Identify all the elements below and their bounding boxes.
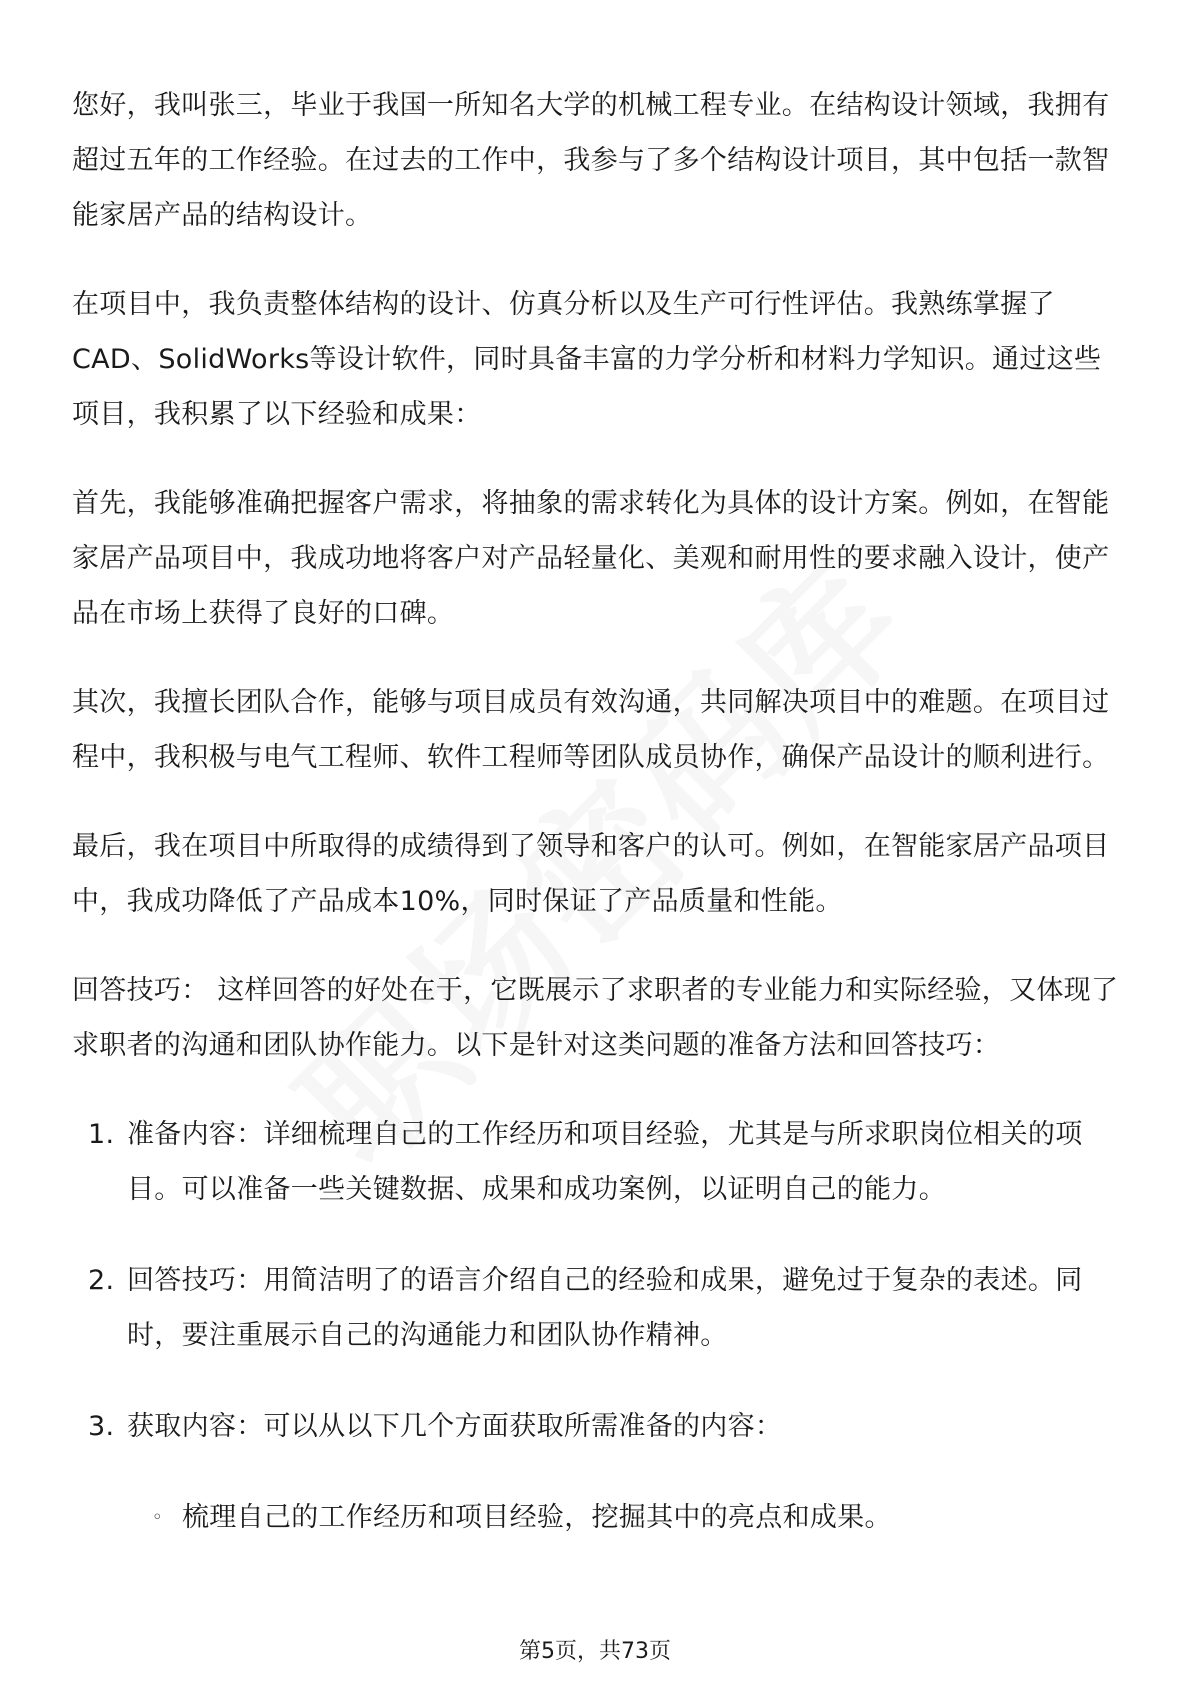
list-item: [72, 1253, 1122, 1363]
page-footer: 第5页，共73页: [519, 1639, 671, 1664]
sub-list-item: [72, 1490, 1122, 1545]
list-item-text: 回答技巧：用简洁明了的语言介绍自己的经验和成果，避免过于复杂的表述。同时，要注重展示自己的沟通能力和团队协作精神。: [127, 1265, 1083, 1351]
paragraph-answer-tips: 回答技巧： 这样回答的好处在于，它既展示了求职者的专业能力和实际经验，又体现了求职者的沟通和团队协作能力。以下是针对这类问题的准备方法和回答技巧：: [72, 975, 1119, 1061]
list-item-number: 1.: [88, 1119, 115, 1150]
list-item-text: 准备内容：详细梳理自己的工作经历和项目经验，尤其是与所求职岗位相关的项目。可以准备一些关键数据、成果和成功案例，以证明自己的能力。: [127, 1119, 1083, 1205]
numbered-list: [72, 1107, 1122, 1454]
paragraph-last: 最后，我在项目中所取得的成绩得到了领导和客户的认可。例如，在智能家居产品项目中，我成功降低了产品成本10%，同时保证了产品质量和性能。: [72, 831, 1110, 917]
sub-bullet-list: [72, 1490, 1122, 1545]
list-item: [72, 1107, 1122, 1217]
list-item: [72, 1399, 1122, 1454]
paragraph-project-role: 在项目中，我负责整体结构的设计、仿真分析以及生产可行性评估。我熟练掌握了CAD、SolidWorks等设计软件，同时具备丰富的力学分析和材料力学知识。通过这些项目，我积累了以下经验和成果：: [72, 289, 1102, 430]
list-item-text: 获取内容：可以从以下几个方面获取所需准备的内容：: [127, 1411, 783, 1442]
hollow-bullet-icon: ◦: [152, 1507, 163, 1528]
paragraph-second: 其次，我擅长团队合作，能够与项目成员有效沟通，共同解决项目中的难题。在项目过程中，我积极与电气工程师、软件工程师等团队成员协作，确保产品设计的顺利进行。: [72, 687, 1110, 773]
document-body: [72, 78, 1122, 1545]
list-item-number: 3.: [88, 1411, 115, 1442]
sub-list-item-text: 梳理自己的工作经历和项目经验，挖掘其中的亮点和成果。: [182, 1502, 892, 1533]
paragraph-first: 首先，我能够准确把握客户需求，将抽象的需求转化为具体的设计方案。例如，在智能家居产品项目中，我成功地将客户对产品轻量化、美观和耐用性的要求融入设计，使产品在市场上获得了良好的口碑。: [72, 488, 1110, 629]
list-item-number: 2.: [88, 1265, 115, 1296]
paragraph-intro: 您好，我叫张三，毕业于我国一所知名大学的机械工程专业。在结构设计领域，我拥有超过五年的工作经验。在过去的工作中，我参与了多个结构设计项目，其中包括一款智能家居产品的结构设计。: [72, 90, 1110, 231]
